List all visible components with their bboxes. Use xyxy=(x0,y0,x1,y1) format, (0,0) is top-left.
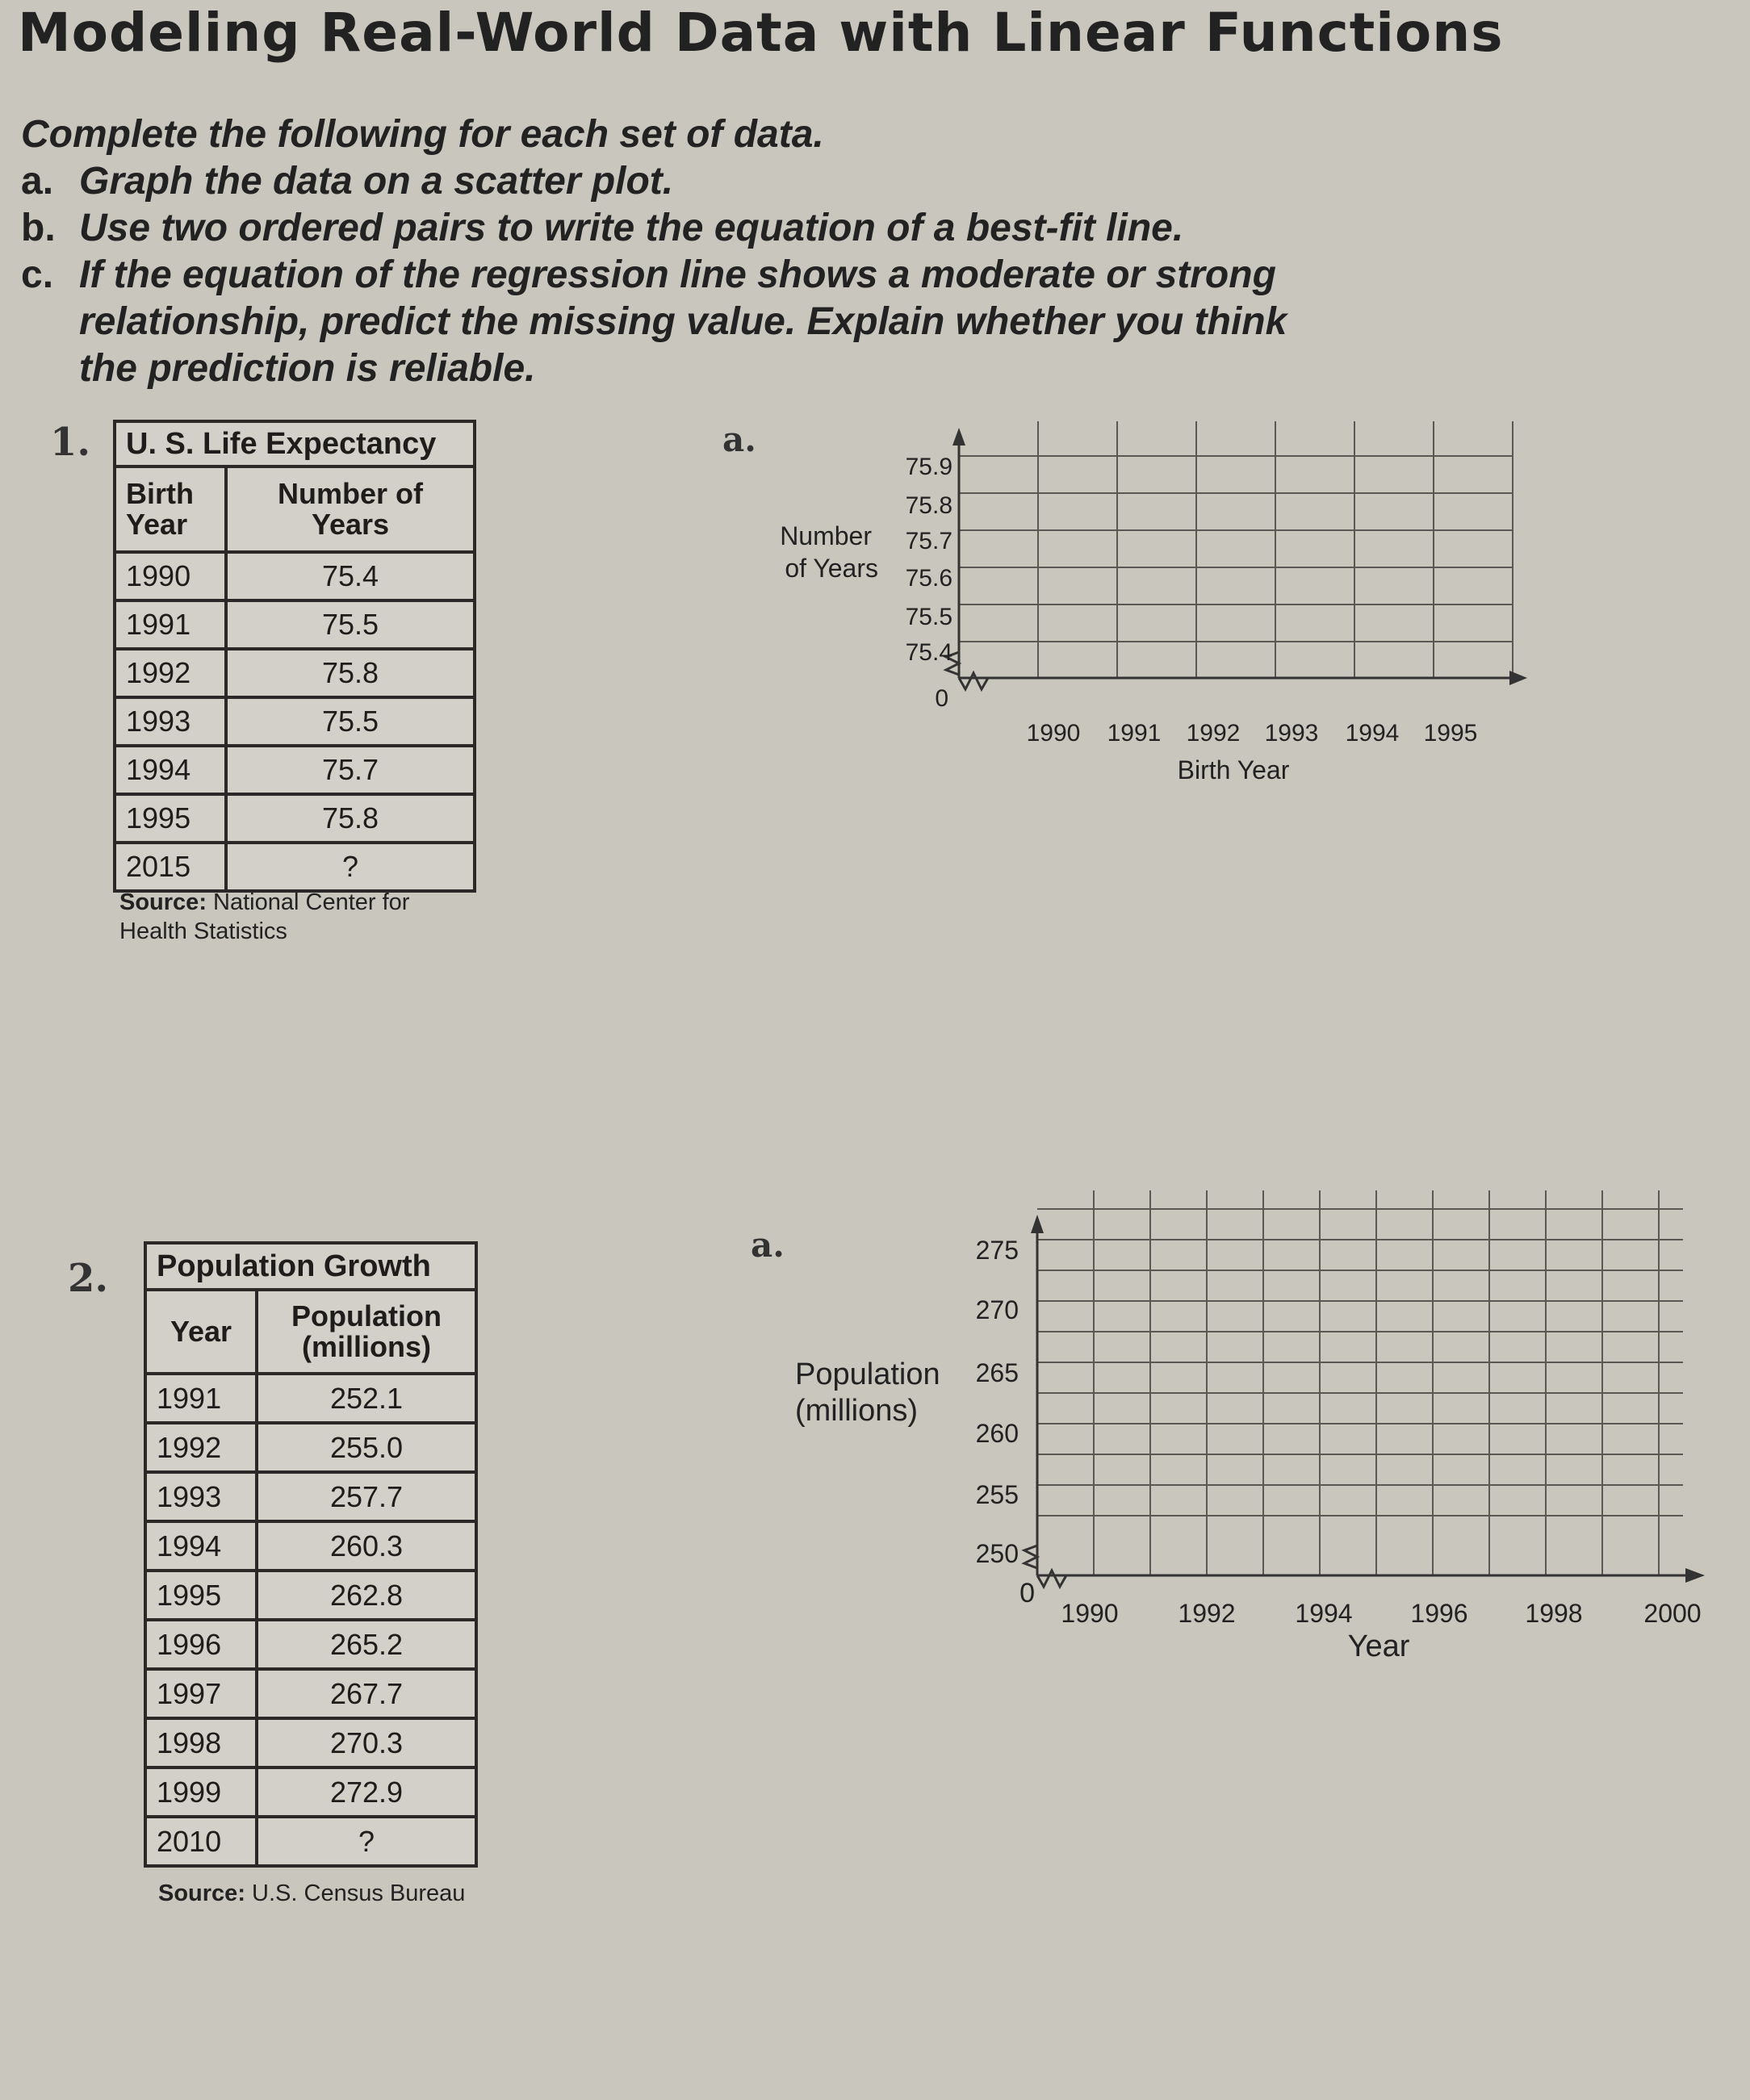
cell-value: 252.1 xyxy=(257,1374,476,1423)
cell-year: 1990 xyxy=(115,552,226,600)
cell-value: 272.9 xyxy=(257,1767,476,1817)
cell-year: 1999 xyxy=(145,1767,257,1817)
cell-year: 1991 xyxy=(115,600,226,649)
column-header-year: Year xyxy=(145,1290,257,1374)
cell-value: 262.8 xyxy=(257,1571,476,1620)
problem-1-number: 1. xyxy=(50,420,91,465)
source-label: Source: xyxy=(158,1880,245,1906)
x-tick-label: 1995 xyxy=(1423,720,1478,747)
problem-1-part-a-label: a. xyxy=(722,420,756,459)
x-tick-label: 1993 xyxy=(1264,720,1319,747)
cell-value: ? xyxy=(257,1817,476,1866)
y-tick-label: 265 xyxy=(975,1358,1019,1387)
cell-value: 75.4 xyxy=(226,552,475,600)
step-letter: a. xyxy=(21,160,54,203)
y-tick-label: 270 xyxy=(975,1295,1019,1324)
origin-label: 0 xyxy=(935,685,948,712)
cell-value: ? xyxy=(226,843,475,891)
x-tick-label: 1994 xyxy=(1295,1599,1353,1628)
page-title: Modeling Real-World Data with Linear Functions xyxy=(18,2,1504,64)
cell-value: 75.5 xyxy=(226,600,475,649)
cell-year: 1995 xyxy=(115,794,226,843)
problem-2-number: 2. xyxy=(68,1256,109,1301)
cell-value: 267.7 xyxy=(257,1669,476,1718)
cell-year: 1994 xyxy=(145,1521,257,1571)
y-tick-label: 75.4 xyxy=(905,639,952,666)
cell-value: 255.0 xyxy=(257,1423,476,1472)
life-expectancy-graph xyxy=(780,421,1527,784)
cell-year: 1997 xyxy=(145,1669,257,1718)
graph-grid xyxy=(1037,1190,1683,1575)
cell-year: 1993 xyxy=(115,697,226,746)
problem-2-part-a-label: a. xyxy=(751,1225,785,1265)
cell-value: 260.3 xyxy=(257,1521,476,1571)
cell-value: 75.5 xyxy=(226,697,475,746)
x-tick-labels xyxy=(1027,720,1478,747)
y-tick-label: 275 xyxy=(975,1236,1019,1265)
x-tick-labels xyxy=(1061,1599,1701,1628)
axis-break-zigzag xyxy=(1024,1546,1037,1568)
step-letter: b. xyxy=(21,207,56,249)
instructions-intro: Complete the following for each set of data. xyxy=(21,113,824,156)
x-tick-label: 1996 xyxy=(1410,1599,1468,1628)
y-tick-label: 250 xyxy=(975,1539,1019,1568)
cell-value: 75.8 xyxy=(226,794,475,843)
x-tick-label: 1990 xyxy=(1026,720,1081,747)
step-letter: c. xyxy=(21,253,54,296)
cell-value: 75.8 xyxy=(226,649,475,697)
cell-year: 1994 xyxy=(115,746,226,794)
x-tick-label: 1992 xyxy=(1186,720,1241,747)
origin-label: 0 xyxy=(1019,1578,1035,1608)
step-text: If the equation of the regression line shows a moderate or strong relationship, predict the missing value. Explain whether you think the prediction is reliable. xyxy=(79,253,1287,390)
x-tick-label: 2000 xyxy=(1643,1599,1702,1628)
column-header-population: Population (millions) xyxy=(257,1290,476,1374)
y-axis-label-line2: of Years xyxy=(785,554,878,583)
cell-year: 1993 xyxy=(145,1472,257,1521)
y-axis-label-line2: (millions) xyxy=(795,1394,918,1428)
y-axis-arrowhead xyxy=(952,428,965,446)
y-tick-label: 75.6 xyxy=(905,565,952,592)
cell-year: 1998 xyxy=(145,1718,257,1767)
population-graph xyxy=(795,1190,1705,1663)
column-header-number-of-years: Number of Years xyxy=(226,466,475,552)
y-tick-label: 75.8 xyxy=(905,492,952,519)
cell-year: 1995 xyxy=(145,1571,257,1620)
cell-value: 257.7 xyxy=(257,1472,476,1521)
table-caption: Population Growth xyxy=(145,1243,476,1290)
y-tick-label: 255 xyxy=(975,1480,1019,1509)
table-caption: U. S. Life Expectancy xyxy=(115,421,475,466)
cell-year: 1992 xyxy=(145,1423,257,1472)
y-tick-label: 75.7 xyxy=(905,528,952,554)
source-label: Source: xyxy=(119,889,207,915)
x-tick-label: 1992 xyxy=(1178,1599,1236,1628)
x-axis-arrowhead xyxy=(1685,1568,1705,1583)
y-tick-label: 75.5 xyxy=(905,604,952,630)
x-tick-label: 1998 xyxy=(1525,1599,1583,1628)
y-tick-label: 75.9 xyxy=(905,454,952,480)
x-axis-arrowhead xyxy=(1509,671,1527,685)
graph-grid xyxy=(959,421,1513,678)
y-axis-label-line1: Population xyxy=(795,1357,940,1391)
axis-break-zigzag xyxy=(1037,1571,1066,1587)
cell-value: 270.3 xyxy=(257,1718,476,1767)
cell-year: 2015 xyxy=(115,843,226,891)
axis-break-zigzag xyxy=(959,673,988,689)
y-tick-label: 260 xyxy=(975,1419,1019,1448)
x-tick-label: 1994 xyxy=(1345,720,1400,747)
y-tick-labels xyxy=(906,454,952,666)
y-axis-label-line1: Number xyxy=(780,521,872,550)
cell-value: 265.2 xyxy=(257,1620,476,1669)
step-text: Use two ordered pairs to write the equation of a best-fit line. xyxy=(79,207,1184,249)
step-text: Graph the data on a scatter plot. xyxy=(79,160,674,203)
cell-year: 1991 xyxy=(145,1374,257,1423)
x-axis-label: Year xyxy=(1347,1629,1410,1663)
y-axis-arrowhead xyxy=(1031,1215,1044,1233)
cell-year: 1992 xyxy=(115,649,226,697)
cell-year: 1996 xyxy=(145,1620,257,1669)
column-header-birth-year: Birth Year xyxy=(115,466,226,552)
source-text: National Center for Health Statistics xyxy=(119,889,410,944)
y-tick-labels xyxy=(976,1236,1019,1568)
cell-year: 2010 xyxy=(145,1817,257,1866)
x-axis-label: Birth Year xyxy=(1177,755,1290,784)
x-tick-label: 1990 xyxy=(1061,1599,1119,1628)
cell-value: 75.7 xyxy=(226,746,475,794)
source-text: U.S. Census Bureau xyxy=(252,1880,466,1906)
x-tick-label: 1991 xyxy=(1107,720,1162,747)
